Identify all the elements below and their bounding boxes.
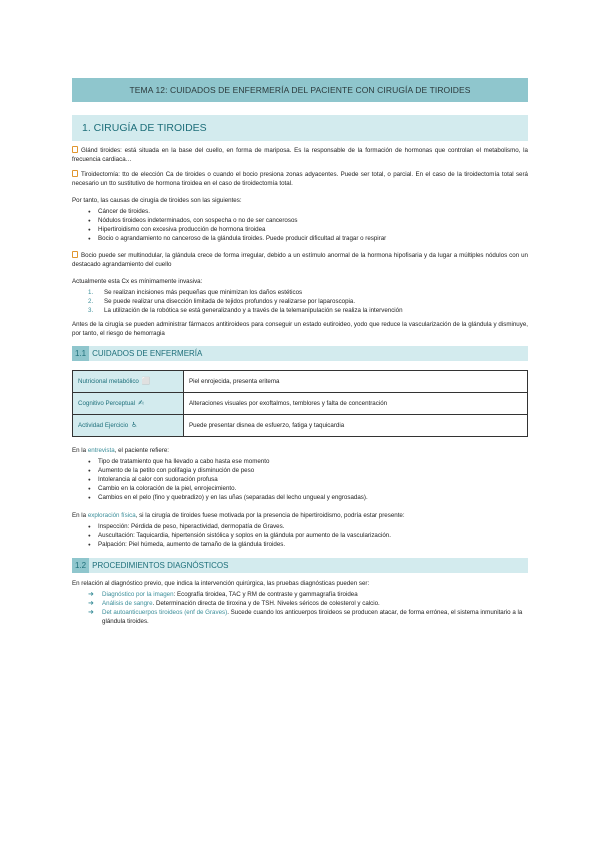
paragraph-glandula: Glánd tiroides: está situada en la base del cuello, en forma de mariposa. Es la responsable de la formación de hormonas que controlan el metabolismo, la frecuencia cardiaca… bbox=[72, 147, 528, 163]
list-item: ● Inspección: Pérdida de peso, hiperactividad, dermopatía de Graves. bbox=[88, 522, 528, 531]
content-body bbox=[72, 146, 528, 626]
entrevista-list bbox=[72, 457, 528, 502]
note-icon bbox=[72, 146, 78, 153]
cx-intro: Actualmente esta Cx es mínimamente invasiva: bbox=[72, 278, 203, 285]
table-label-cell: Cognitivo Perceptual ✍ bbox=[73, 393, 184, 415]
paragraph-bocio: Bocio puede ser multinodular, la glándula crece de forma irregular, debido a un estímulo anormal de la hormona hipofisaria y da lugar a múltiples nódulos con un destacado agrandamiento del cuello bbox=[72, 252, 528, 268]
table-value-cell: Alteraciones visuales por exoftalmos, temblores y falta de concentración bbox=[184, 393, 528, 415]
list-item: ➜ Análisis de sangre. Determinación directa de tiroxina y de TSH. Niveles séricos de colesterol y calcio. bbox=[88, 600, 380, 607]
list-item: 3. La utilización de la robótica se está generalizando y a través de la telemanipulación se realiza la intervención bbox=[88, 307, 403, 314]
page-title: TEMA 12: CUIDADOS DE ENFERMERÍA DEL PACIENTE CON CIRUGÍA DE TIROIDES bbox=[129, 85, 471, 95]
diagnostic-intro: En relación al diagnóstico previo, que indica la intervención quirúrgica, las pruebas diagnósticas pueden ser: bbox=[72, 580, 370, 587]
list-item: ● Aumento de la petito con polifagia y disminución de peso bbox=[88, 466, 528, 475]
paragraph-tiroidectomia: Tiroidectomía: tto de elección Ca de tiroides o cuando el bocio presiona zonas adyacentes. Puede ser total, o parcial. En el caso de la tiroidectomía total será necesario un tto sustitutivo de hormona tiroidea en el caso de tiroidectomía total. bbox=[72, 171, 528, 187]
list-item: ● Hipertiroidismo con excesiva producción de hormona tiroidea bbox=[88, 225, 528, 234]
entrevista-term: entrevista bbox=[87, 447, 115, 454]
activity-icon: ♿ bbox=[131, 422, 138, 429]
table-row bbox=[73, 415, 528, 437]
writing-hand-icon: ✍ bbox=[138, 400, 144, 407]
note-icon bbox=[72, 170, 78, 177]
title-banner bbox=[72, 78, 528, 102]
causes-intro: Por tanto, las causas de cirugía de tiroides son las siguientes: bbox=[72, 197, 242, 204]
cx-list bbox=[72, 288, 528, 315]
table-label-cell: Actividad Ejercicio ♿ bbox=[73, 415, 184, 437]
exploracion-intro: En la exploración física, si la cirugía de tiroides fuese motivada por la presencia de hipertiroidismo, podría estar presente: bbox=[72, 512, 405, 519]
list-item: ● Intolerancia al calor con sudoración profusa bbox=[88, 475, 528, 484]
section-number: 1.2 bbox=[72, 558, 89, 573]
exploracion-list bbox=[72, 522, 528, 549]
list-item: ● Cambio en la coloración de la piel, enrojecimiento. bbox=[88, 484, 528, 493]
list-item: ● Auscultación: Taquicardia, hipertensión sistólica y soplos en la glándula por aumento de la vascularización. bbox=[88, 531, 528, 540]
section-1-header bbox=[72, 115, 528, 141]
note-icon bbox=[72, 251, 78, 258]
list-item: ● Tipo de tratamiento que ha llevado a cabo hasta ese momento bbox=[88, 457, 528, 466]
list-item: ➜ Det autoanticuerpos tiroideos (enf de Graves). Sucede cuando los anticuerpos tiroideos se producen atacar, de forma errónea, el sistema inmunitario a la glándula tiroides. bbox=[88, 609, 523, 625]
section-1-heading: 1. CIRUGÍA DE TIROIDES bbox=[82, 122, 207, 134]
list-item: ● Nódulos tiroideos indeterminados, con sospecha o no de ser cancerosos bbox=[88, 216, 528, 225]
table-label-cell: Nutricional metabólico ⬜ bbox=[73, 371, 184, 393]
diagnostic-list bbox=[72, 590, 528, 626]
section-1-1-header bbox=[72, 346, 528, 361]
section-number: 1.1 bbox=[72, 346, 89, 361]
list-item: ● Cáncer de tiroides. bbox=[88, 207, 528, 216]
section-1-1-heading: CUIDADOS DE ENFERMERÍA bbox=[92, 349, 203, 358]
list-item: ➜ Diagnóstico por la imagen: Ecografía tiroidea, TAC y RM de contraste y gammagrafía tiroidea bbox=[88, 591, 358, 598]
arrow-icon: ➜ bbox=[88, 600, 94, 607]
table-value-cell: Piel enrojecida, presenta eritema bbox=[184, 371, 528, 393]
paragraph-antitiroideos: Antes de la cirugía se pueden administrar fármacos antitiroideos para conseguir un estado eutiroideo, yodo que reduce la vascularización de la glándula y disminuye, por tanto, el riesgo de hemorragia bbox=[72, 321, 528, 337]
section-1-2-header bbox=[72, 558, 528, 573]
list-item: 1. Se realizan incisiones más pequeñas que minimizan los daños estéticos bbox=[88, 289, 303, 296]
list-item: ● Palpación: Piel húmeda, aumento de tamaño de la glándula tiroides. bbox=[88, 540, 528, 549]
table-row bbox=[73, 371, 528, 393]
table-value-cell: Puede presentar disnea de esfuerzo, fatiga y taquicardia bbox=[184, 415, 528, 437]
list-item: ● Bocio o agrandamiento no canceroso de la glándula tiroides. Puede producir dificultad al tragar o respirar bbox=[88, 234, 528, 243]
table-row bbox=[73, 393, 528, 415]
nutrition-icon: ⬜ bbox=[141, 378, 151, 385]
list-item: 2. Se puede realizar una disección limitada de tejidos profundos y realizarse por laparoscopia. bbox=[88, 298, 356, 305]
entrevista-intro: En la entrevista, el paciente refiere: bbox=[72, 447, 169, 454]
section-1-2-heading: PROCEDIMIENTOS DIAGNÓSTICOS bbox=[92, 561, 229, 570]
care-table bbox=[72, 370, 528, 437]
causes-list bbox=[72, 207, 528, 243]
arrow-icon: ➜ bbox=[88, 609, 94, 616]
exploracion-term: exploración física bbox=[87, 512, 136, 519]
list-item: ● Cambios en el pelo (fino y quebradizo) y en las uñas (separadas del lecho ungueal y engrosadas). bbox=[88, 493, 528, 502]
arrow-icon: ➜ bbox=[88, 591, 94, 598]
